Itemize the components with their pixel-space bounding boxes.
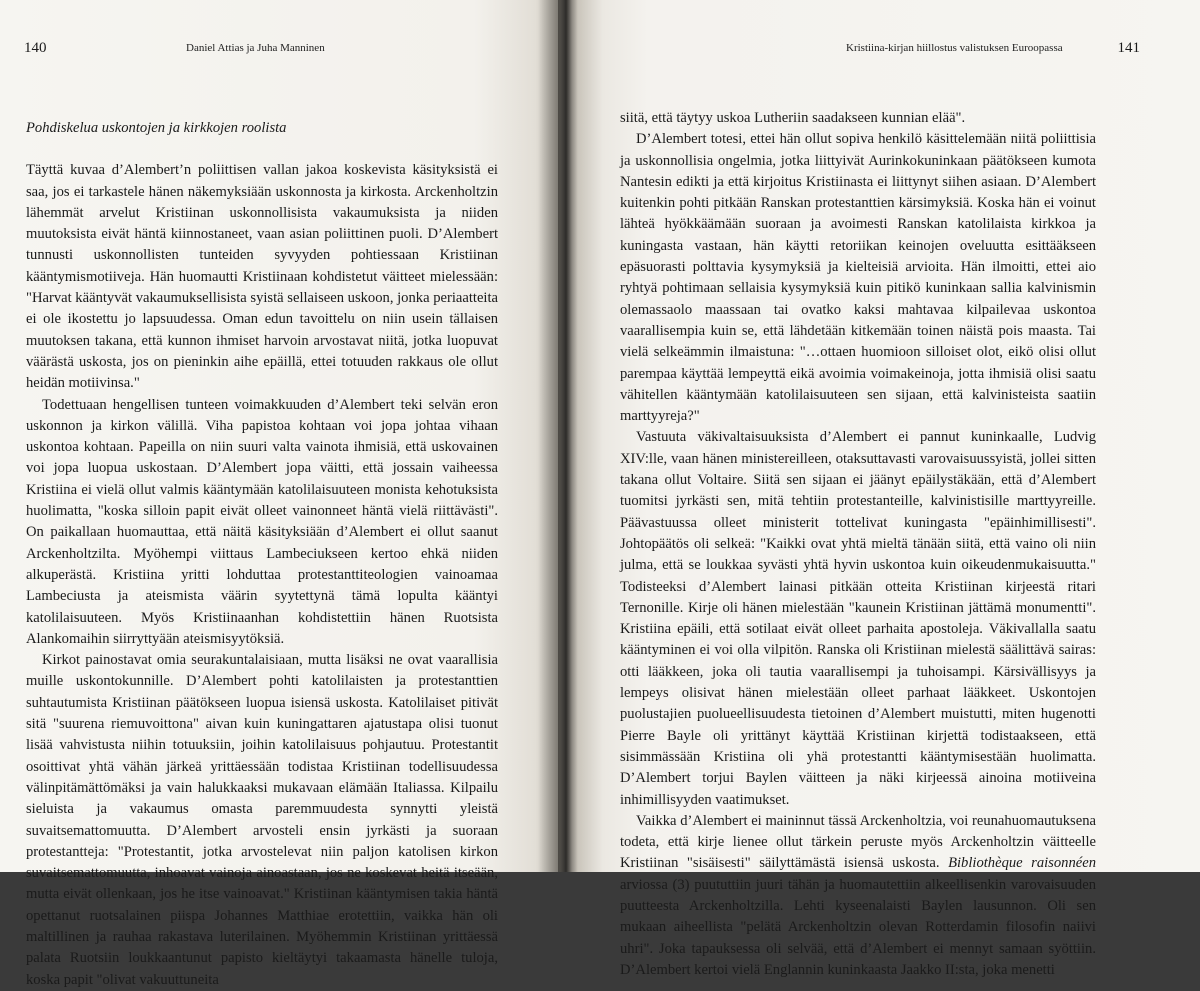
paragraph: D’Alembert totesi, ettei hän ollut sopiva henkilö käsittelemään niitä poliittisia ja uskonnollisia ongelmia, jotka liittyivät Aurinkokuninkaan päätökseen kumota Nantesin edikti ja että kirjoitus Kristiinasta ei liittynyt siihen asiaan. D’Alembert kuitenkin pohti pitkään Ranskan protestanttien kärsimyksiä. Koska hän ei voinut lähteä hyökkäämään suoraan ja avoimesti Ranskan katolilaista kirkkoa ja kuningasta vastaan, hän käytti retoriikan keinojen oveluutta esittääkseen epäsuorasti polttavia kysymyksiä ja kielteisiä arvioita. Hän ilmoitti, ettei aio ryhtyä pohtimaan sellaisia kysymyksiä kuin pitikö kuninkaan sallia kalvinismin olemassaolo maassaan tai ovatko kaksi mahtavaa kilpailevaa uskontoa vaarallisempia kuin se, että lähdetään kitkemään toinen näistä pois maasta. Tai vielä selkeämmin ilmaistuna: "…ottaen huomioon silloiset olot, eikö olisi ollut parempaa käyttää lempeyttä eikä avoimia voimakeinoja, jotta ihmisiä olisi saatu vähitellen kääntymään katolilaisuuteen sen sijaan, että kalvinisteista saatiin marttyyreja?" xyxy=(620,131,1096,425)
section-heading: Pohdiskelua uskontojen ja kirkkojen roolista xyxy=(26,120,287,136)
page-number-right: 141 xyxy=(1117,40,1140,56)
paragraph-text: Vaikka d’Alembert ei maininnut tässä Arckenholtzia, voi reunahuomautuksena todeta, että kirje lienee ollut tärkein peruste myös Arckenholtzin väitteelle Kristiinan "sisäisesti" säilyttämästä isiensä uskosta. xyxy=(620,812,1096,872)
paragraph: Todettuaan hengellisen tunteen voimakkuuden d’Alembert teki selvän eron uskonnon ja kirkon välillä. Viha papistoa kohtaan voi jopa johtaa vihaan uskontoa kohtaan. Papeilla on niin suuri valta vainota ihmisiä, että uskovainen voi jopa luopua uskostaan. D’Alembert jopa väitti, että jossain vaiheessa Kristiina ei vielä ollut valmis kääntymään katolilaisuuteen monista kehotuksista huolimatta, "koska silloin papit eivät olleet vainonneet häntä vielä riittävästi". On paikallaan huomauttaa, että näitä käsityksiään d’Alembert ei ollut saanut Arckenholtzilta. Myöhempi viittaus Lambeciukseen kertoo ehkä niiden alkuperästä. Kristiina yritti lohduttaa protestanttiteologien vainoamaa Lambeciusta ja ateismista väärin syytettynä tämä lopulta kääntyi katolilaisuuteen. Myös Kristiinaanhan kohdistettiin hänen Ruotsista Alankomaihin siirryttyään ateismisyytöksiä. xyxy=(26,396,498,647)
paragraph: Täyttä kuvaa d’Alembert’n poliittisen vallan jakoa koskevista käsityksistä ei saa, jos ei tarkastele hänen näkemyksiään uskonnosta ja kirkosta. Arckenholtzin lähemmät arvelut Kristiinan uskonnollisista vakaumuksista ja niiden muutoksista eivät häntä kiinnostaneet, vaan asian poliittinen puoli. D’Alembert tunnusti uskonnollisten tunteiden syvyyden pohtiessaan Kristiinan kääntymismotiiveja. Hän huomautti Kristiinaan kohdistetut väitteet mielessään: "Harvat kääntyvät vakaumuksellisista syistä sellaiseen uskoon, jonka periaatteita ei ole ikostettu jo lapsuudessa. Oman edun tavoittelu on niin usein tällaisen muutoksen takana, että kunnon ihmiset harvoin arvostavat niitä, jotka luopuvat väärästä uskosta, jos on pieninkin aihe epäillä, ettei totuuden rakkaus ole ollut heidän motiivinsa." xyxy=(26,162,499,392)
left-page-body xyxy=(26,118,498,991)
right-page-body xyxy=(620,108,1096,981)
paragraph: siitä, että täytyy uskoa Lutheriin saadakseen kunnian elää". xyxy=(620,110,966,126)
running-head-right: Kristiina-kirjan hiillostus valistuksen Euroopassa xyxy=(846,42,1063,54)
page-number-left: 140 xyxy=(24,40,47,56)
journal-title: Bibliothèque raisonnéen xyxy=(948,855,1096,872)
paragraph: Kirkot painostavat omia seurakuntalaisiaan, mutta lisäksi ne ovat vaarallisia muille uskontokunnille. D’Alembert pohti katolilaisten ja protestanttien suhtautumista Kristiinan päätökseen luopua isiensä uskosta. Katolilaiset pitivät sitä "suurena riemuvoittona" aivan kuin kuningattaren ajatustapa olisi tuonut lisää vahvistusta niihin totuuksiin, joihin katolilaisuus pohjautuu. Protestantit osoittivat yhtä vähän järkeä yrittäessään todistaa Kristiinan todellisuudessa välinpitämättömäksi ja vain halukkaaksi mukavaan elämään Italiassa. Kilpailu sieluista ja vakaumus omasta paremmuudesta synnytti yleistä suvaitsemattomuutta. D’Alembert arvosteli ensin jyrkästi ja suoraan protestantteja: "Protestantit, jotka arvostelevat niin paljon katolisen kirkon suvaitsemattomuutta, inhoavat vainoja ainoastaan, jos ne koskevat heitä itseään, mutta eivät ollenkaan, jos he itse vainoavat." Kristiinan kääntymisen takia häntä opettanut ruotsalainen piispa Johannes Matthiae erotettiin, vaikka hän oli maltillinen ja rauhaa rakastava luterilainen. Myöhemmin Kristiinan yrittäessä palata Ruotsiin loukkaantunut papisto kieltäytyi takaamasta hänelle tuloja, koska papit "olivat vakuuttuneita xyxy=(26,652,498,988)
running-head-left: Daniel Attias ja Juha Manninen xyxy=(186,42,325,54)
paragraph xyxy=(620,811,1096,981)
paragraph-text: arviossa (3) puututtiin juuri tähän ja huomautettiin alkeellisenkin varovaisuuden puutteesta Arckenholtzilla. Lehti kyseenalaisti Baylen lausunnon. Oli sen mukaan aiheellista "pelätä Arckenholtzin olevan Rotterdamin filosofin naiivi uhri". Joka tapauksessa oli selvää, että d’Alembert ei mennyt samaan syöttiin. D’Alembert kertoi vielä Englannin kuninkaasta Jaakko II:sta, joka menetti xyxy=(620,876,1096,978)
paragraph: Vastuuta väkivaltaisuuksista d’Alembert ei pannut kuninkaalle, Ludvig XIV:lle, vaan hänen ministereilleen, otaksuttavasti varovaisuussyistä, jollei sitten takana ollut Voltaire. Siitä sen sijaan ei jäänyt epäilystäkään, että d’Alembert tuomitsi jyrkästi sen, mitä tehtiin protestanteille, kalvinistisille marttyyreille. Päävastuussa olleet ministerit tottelivat kuningasta "epäinhimillisesti". Johtopäätös oli selkeä: "Kaikki ovat yhtä mieltä tänään siitä, että vaino oli niin julma, että se loukkaa syvästi yhtä hyvin uskontoa kuin oikeudenmukaisuutta." Todisteeksi d’Alembert lainasi pitkään otteita Kristiinan kirjeestä ritari Ternonille. Kirje oli hänen mielestään "kaunein Kristiinan jättämä monumentti". Kristiina epäili, että sotilaat eivät olleet parhaita apostoleja. Väkivallalla saatu kääntyminen ei voi olla vilpitön. Ranska oli Kristiinan mielestä säälittävä sairas: otti lääkkeen, joka oli tautia vaarallisempi ja tuhoisampi. Kärsivällisyys ja lempeys olisivat hänen mielestään olleet parhaat lääkkeet. Uskontojen puolustajien puolueellisuudesta tietoinen d’Alembert muistutti, miten hugenotti Pierre Bayle oli yrittänyt käyttää Kristiinan kirjettä todistaakseen, että sisimmässään Kristiina oli yhä protestantti kääntymisestään huolimatta. D’Alembert torjui Baylen väitteen ja näki kirjeessä ainoina motiiveina inhimillisyyden vaatimukset. xyxy=(620,429,1096,808)
